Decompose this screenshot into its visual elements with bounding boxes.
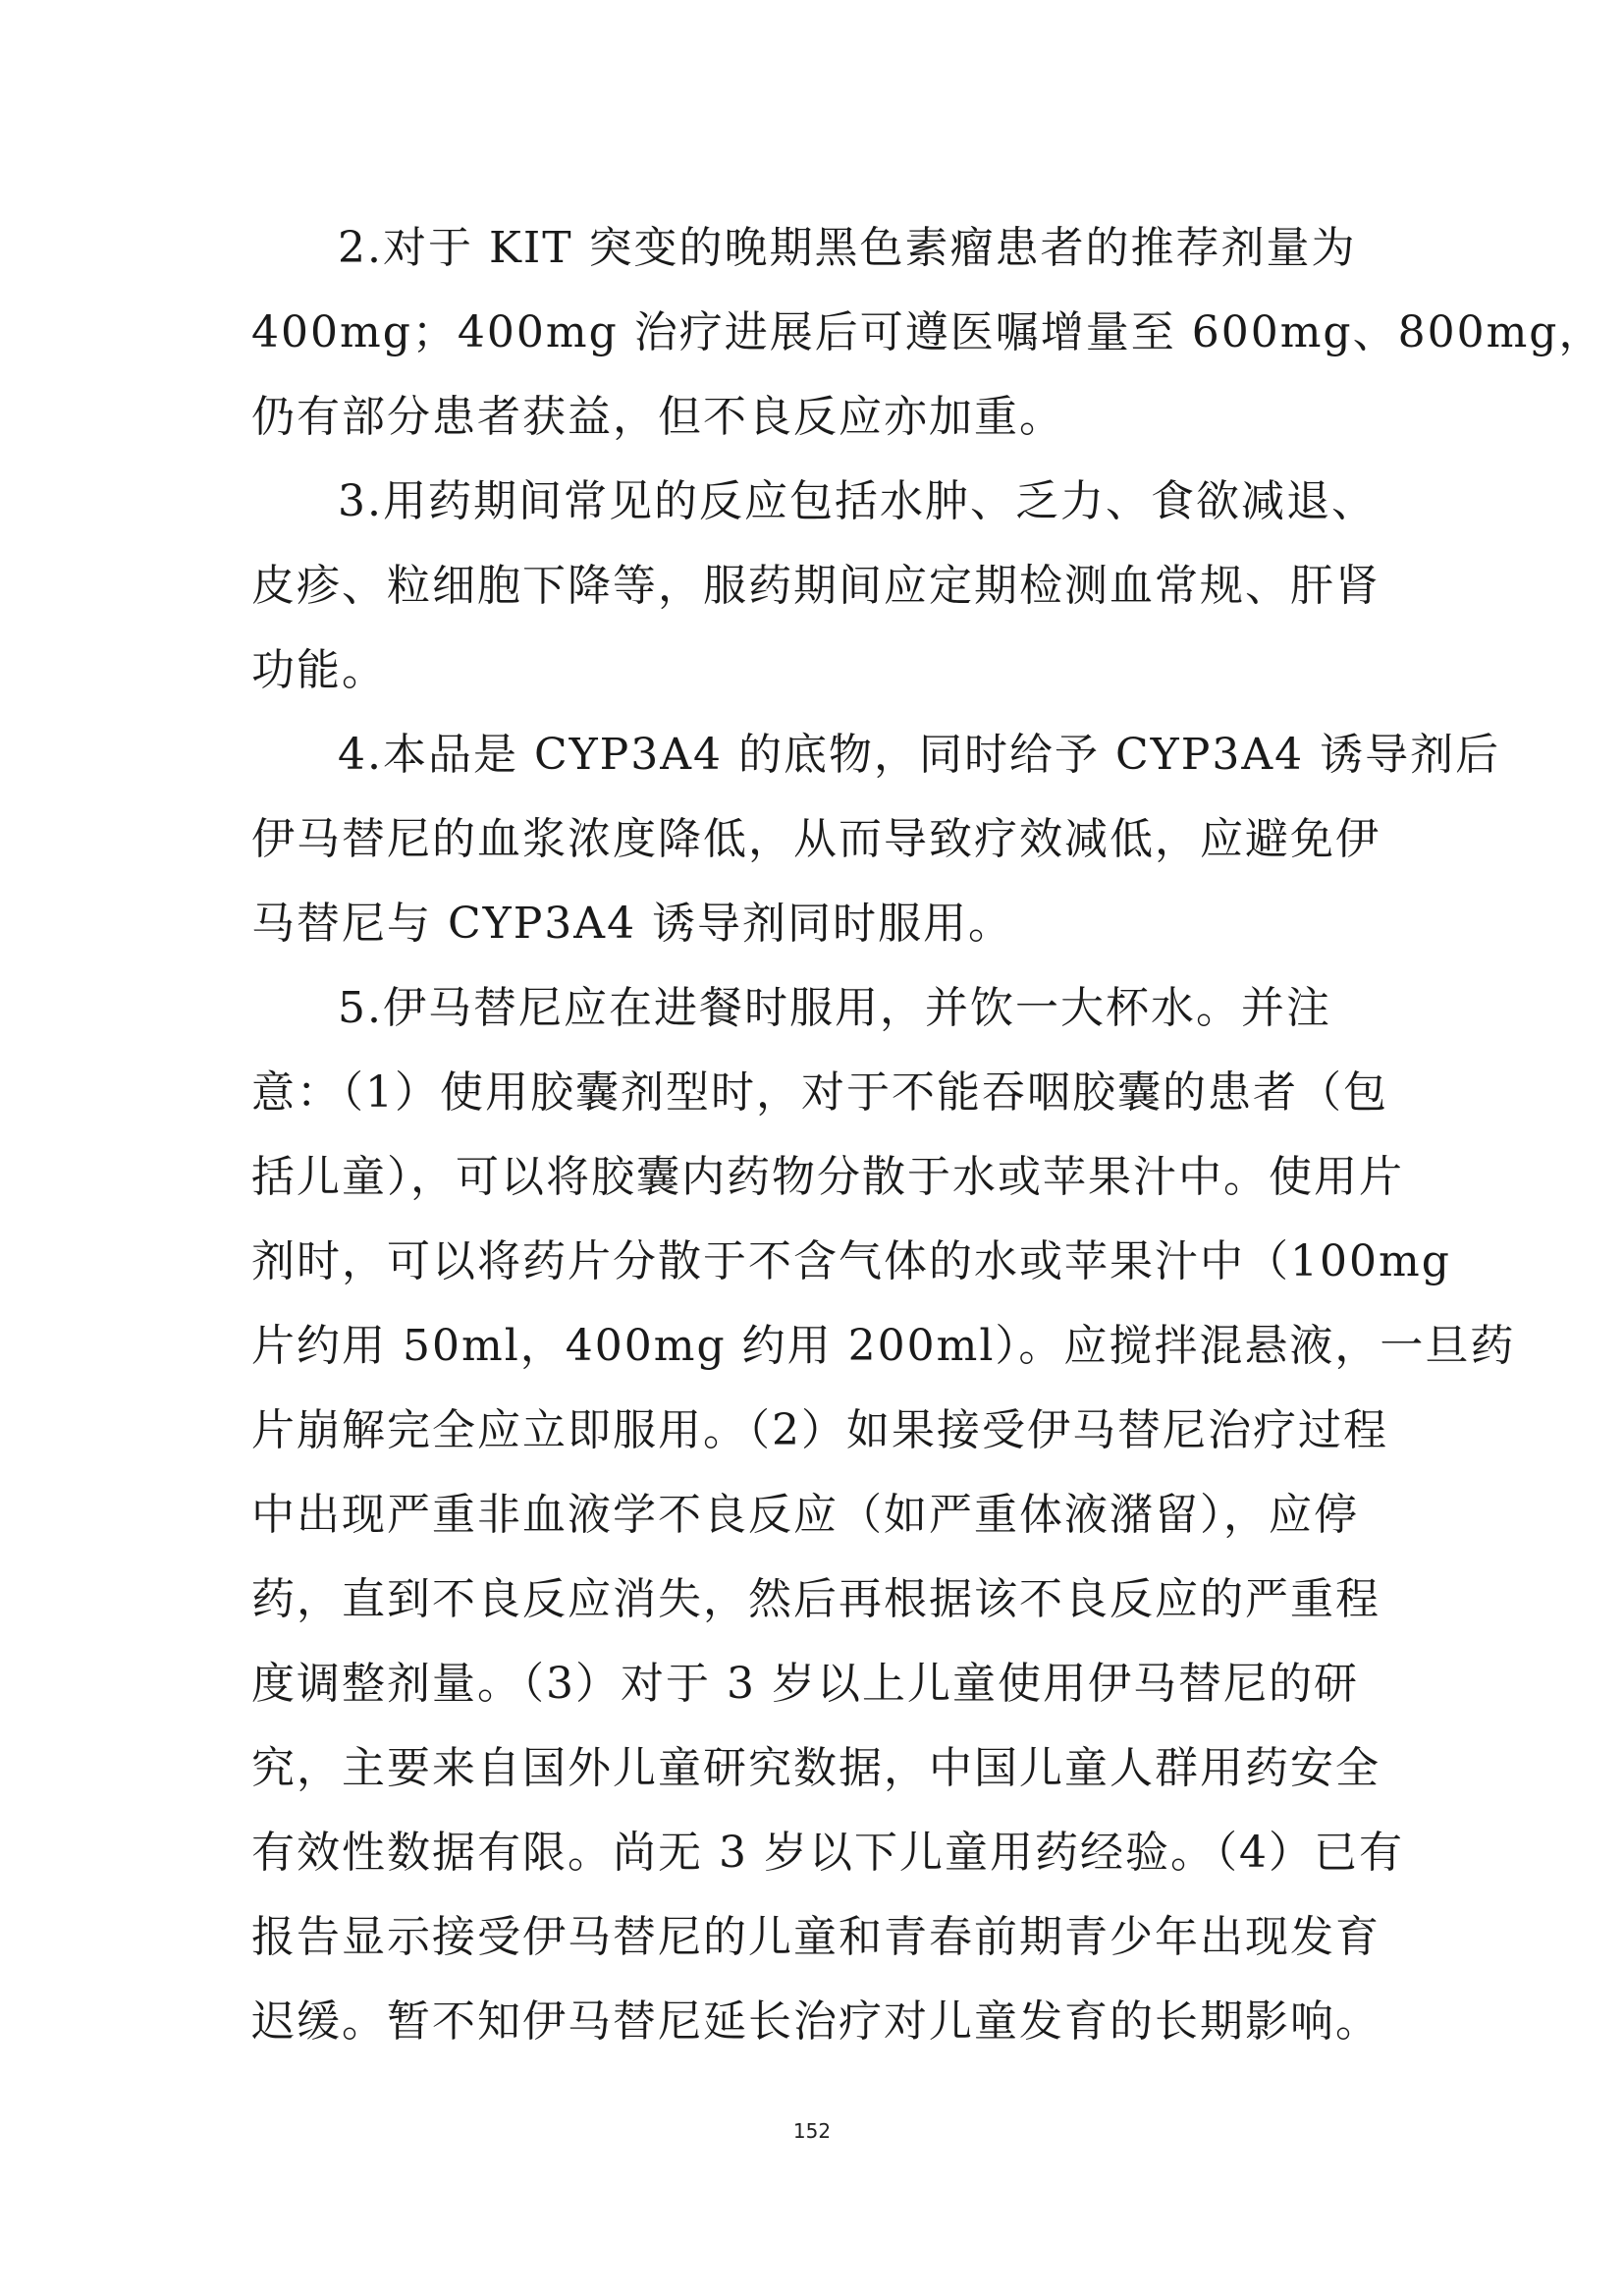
- text-line: 马替尼与 CYP3A4 诱导剂同时服用。: [251, 899, 1014, 949]
- text-line: 3.用药期间常见的反应包括水肿、乏力、食欲减退、: [338, 476, 1377, 526]
- text-line: 4.本品是 CYP3A4 的底物，同时给予 CYP3A4 诱导剂后: [338, 730, 1501, 780]
- text-line: 究，主要来自国外儿童研究数据，中国儿童人群用药安全: [251, 1743, 1380, 1793]
- text-line: 400mg；400mg 治疗进展后可遵医嘱增量至 600mg、800mg，: [251, 307, 1604, 357]
- text-line: 5.伊马替尼应在进餐时服用，并饮一大杯水。并注: [338, 983, 1331, 1033]
- text-line: 度调整剂量。（3）对于 3 岁以上儿童使用伊马替尼的研: [251, 1659, 1359, 1709]
- text-line: 伊马替尼的血浆浓度降低，从而导致疗效减低，应避免伊: [251, 814, 1380, 864]
- page-number: 152: [792, 2119, 832, 2143]
- paragraph-item-4: [251, 713, 1501, 966]
- document-body: [251, 206, 1604, 2064]
- text-line: 2.对于 KIT 突变的晚期黑色素瘤患者的推荐剂量为: [338, 223, 1357, 273]
- paragraph-item-5: [251, 966, 1516, 2064]
- paragraph-item-2: [251, 206, 1604, 460]
- text-line: 仍有部分患者获益，但不良反应亦加重。: [251, 392, 1064, 442]
- text-line: 片约用 50ml，400mg 约用 200ml）。应搅拌混悬液，一旦药: [251, 1321, 1516, 1371]
- text-line: 有效性数据有限。尚无 3 岁以下儿童用药经验。（4）已有: [251, 1828, 1404, 1878]
- text-line: 剂时，可以将药片分散于不含气体的水或苹果汁中（100mg: [251, 1236, 1451, 1286]
- text-line: 意：（1）使用胶囊剂型时，对于不能吞咽胶囊的患者（包: [251, 1067, 1388, 1118]
- text-line: 报告显示接受伊马替尼的儿童和青春前期青少年出现发育: [251, 1912, 1380, 1962]
- text-line: 迟缓。暂不知伊马替尼延长治疗对儿童发育的长期影响。: [251, 1996, 1380, 2047]
- text-line: 皮疹、粒细胞下降等，服药期间应定期检测血常规、肝肾: [251, 561, 1380, 611]
- text-line: 括儿童），可以将胶囊内药物分散于水或苹果汁中。使用片: [251, 1152, 1404, 1202]
- text-line: 药，直到不良反应消失，然后再根据该不良反应的严重程: [251, 1574, 1380, 1624]
- paragraph-item-3: [251, 460, 1380, 713]
- text-line: 片崩解完全应立即服用。（2）如果接受伊马替尼治疗过程: [251, 1405, 1388, 1455]
- text-line: 中出现严重非血液学不良反应（如严重体液潴留），应停: [251, 1490, 1359, 1540]
- text-line: 功能。: [251, 645, 387, 695]
